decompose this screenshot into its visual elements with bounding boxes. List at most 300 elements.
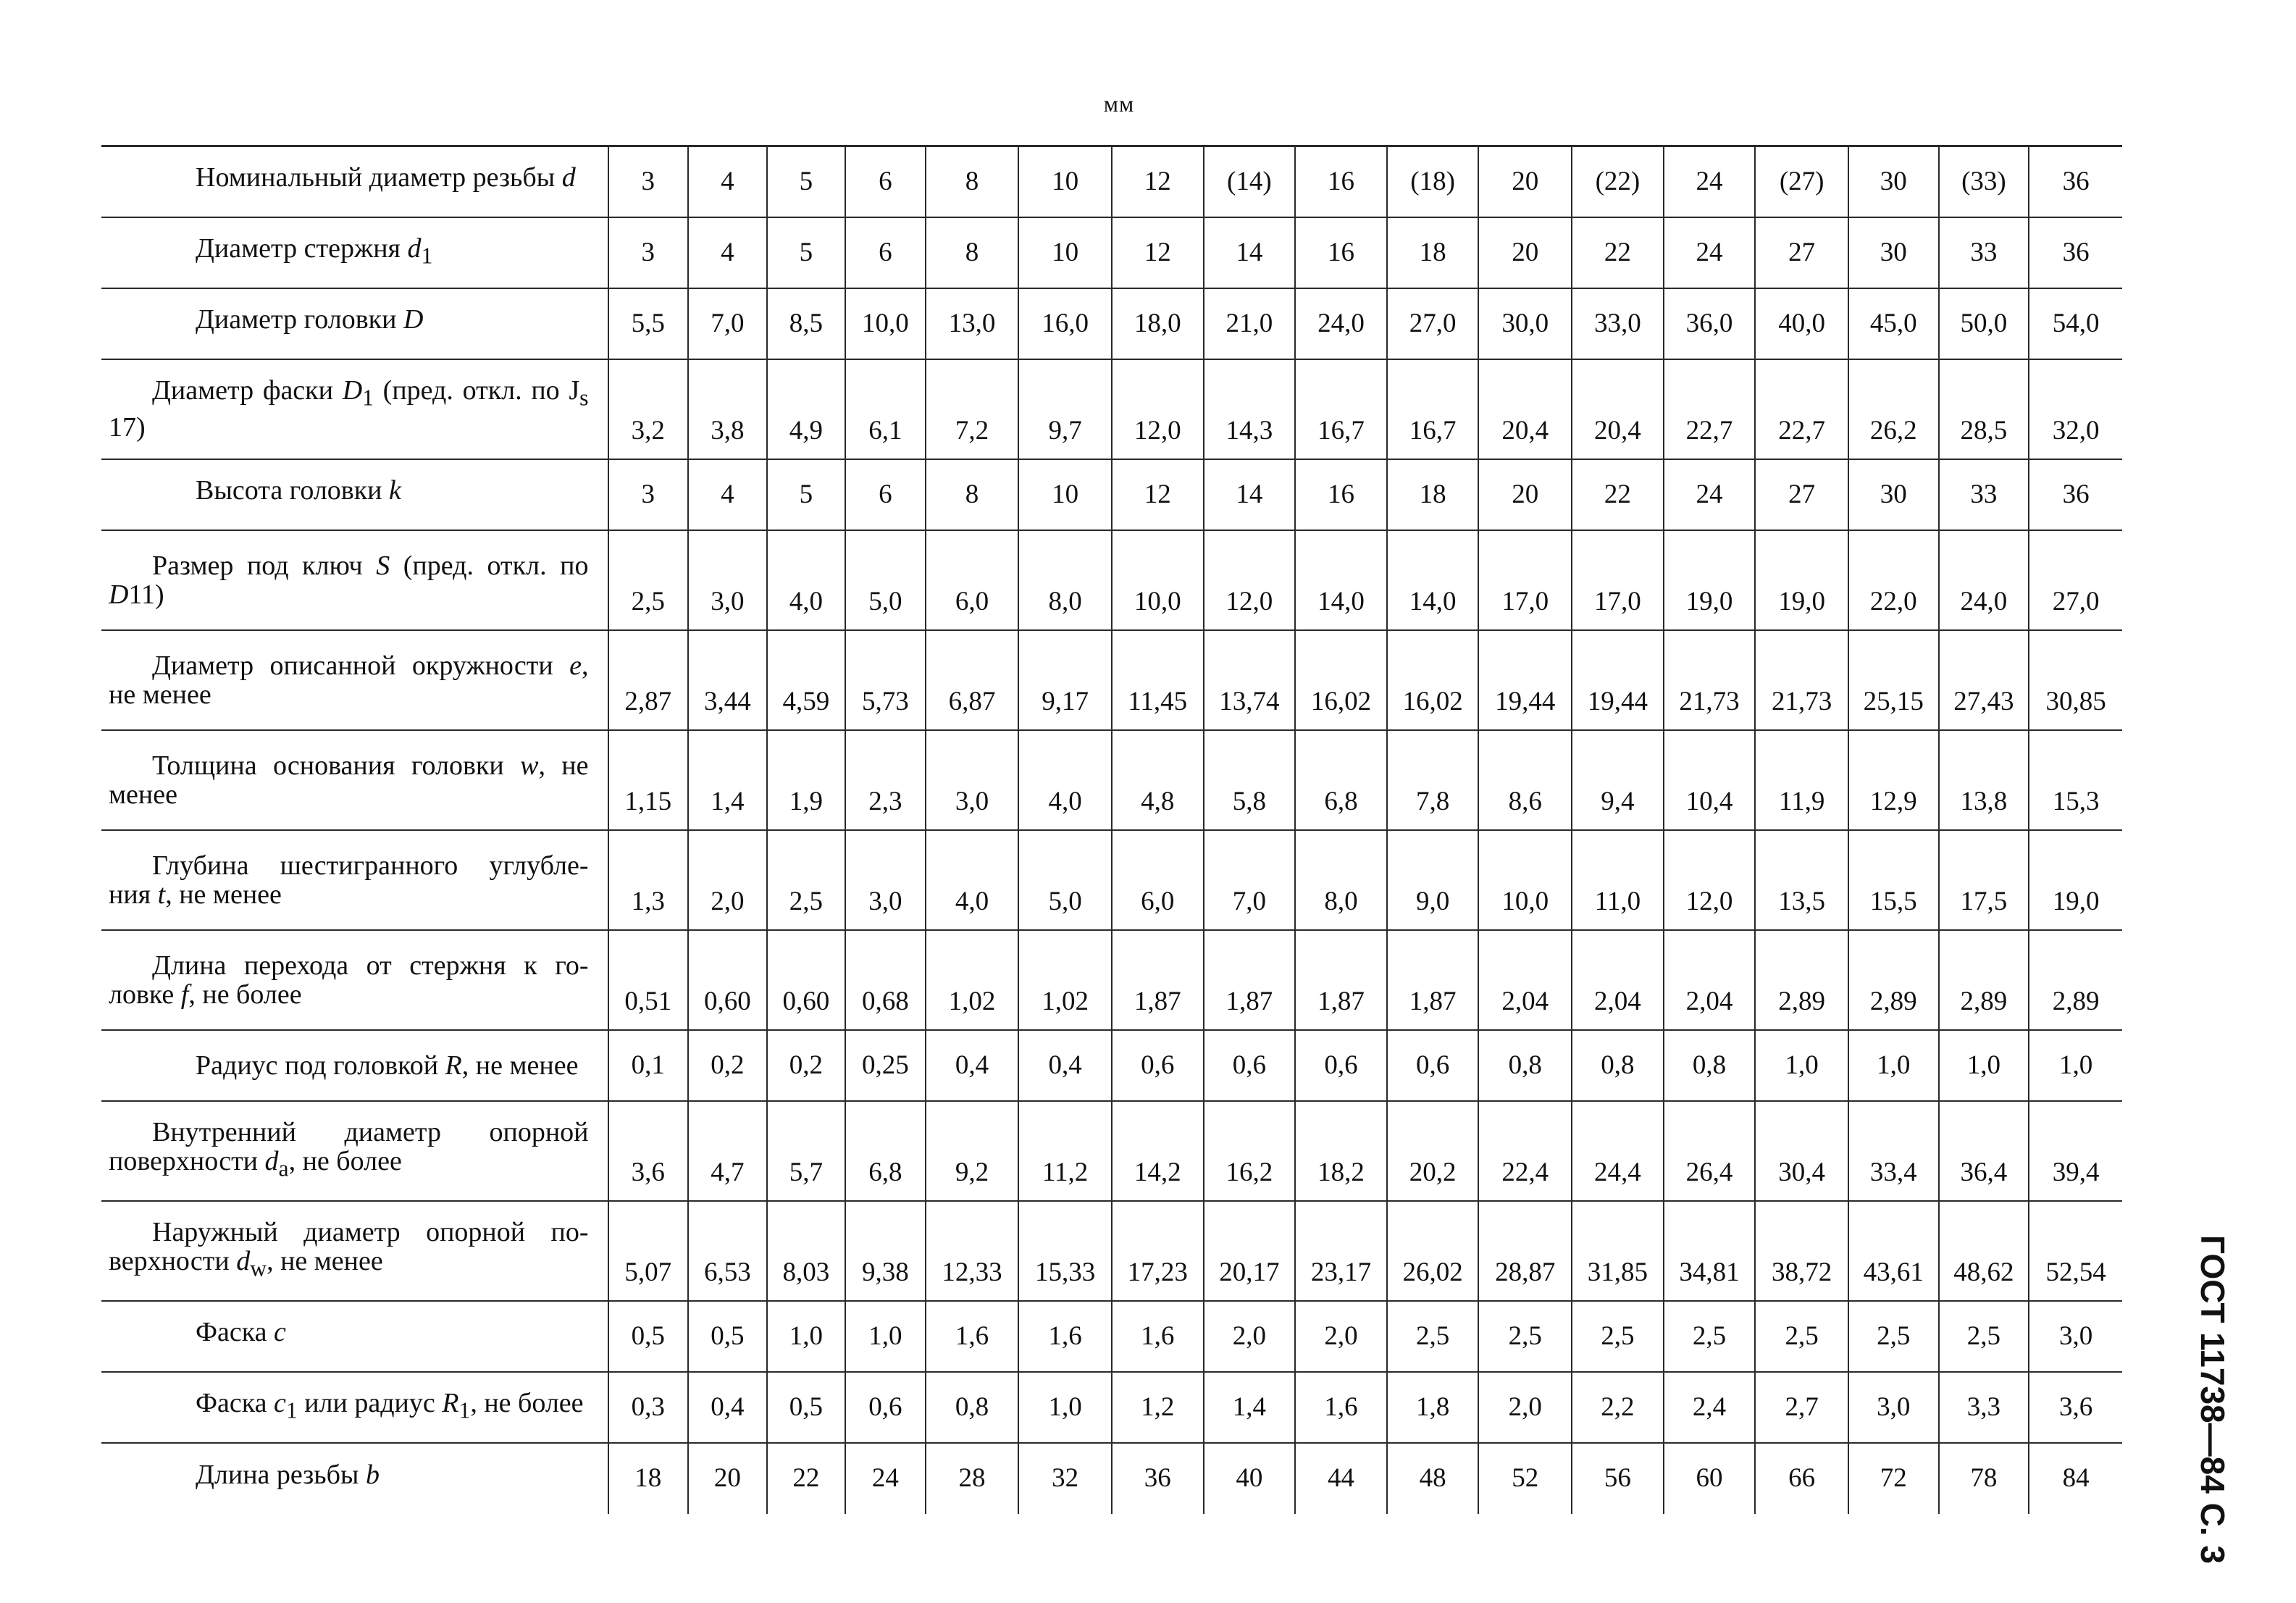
table-cell: 6 [845,459,926,530]
table-cell: 6 [845,217,926,288]
table-cell: 2,0 [688,830,767,930]
row-chamfer-c1-radius-r1 [101,1372,2122,1443]
table-cell: 6,8 [845,1101,926,1201]
table-cell: 1,0 [845,1301,926,1372]
table-cell: 10,0 [845,288,926,359]
table-cell: 26,4 [1664,1101,1756,1201]
row-chamfer-diameter [101,359,2122,459]
table-cell: 39,4 [2029,1101,2122,1201]
table-cell: 14,3 [1204,359,1296,459]
table-cell: 4,9 [767,359,846,459]
table-cell: 0,6 [1295,1030,1387,1101]
table-cell: 3,44 [688,630,767,730]
table-cell: 23,17 [1295,1201,1387,1301]
row-label: Длина перехода от стержня к го- ловке f, не более [101,930,608,1030]
table-cell: 8 [926,217,1019,288]
table-cell: 2,89 [1848,930,1939,1030]
table-cell: 7,0 [1204,830,1296,930]
table-cell: 5,07 [608,1201,689,1301]
table-cell: 6,87 [926,630,1019,730]
unit-label: мм [1103,91,1135,117]
table-cell: 1,02 [926,930,1019,1030]
table-cell: 7,8 [1387,730,1479,830]
table-cell: 17,0 [1478,530,1572,630]
table-cell: 16,0 [1018,288,1112,359]
table-cell: 0,5 [608,1301,689,1372]
table-cell: 30,85 [2029,630,2122,730]
table-cell: 32,0 [2029,359,2122,459]
table-cell: 66 [1755,1443,1848,1514]
table-cell: 43,61 [1848,1201,1939,1301]
table-cell: 0,6 [845,1372,926,1443]
table-cell: 20,4 [1478,359,1572,459]
row-label: Длина резьбы b [101,1443,608,1514]
table-cell: 17,0 [1572,530,1664,630]
table-cell: 36,0 [1664,288,1756,359]
table-cell: 3,0 [845,830,926,930]
table-cell: 72 [1848,1443,1939,1514]
table-cell: 45,0 [1848,288,1939,359]
row-chamfer-c [101,1301,2122,1372]
table-cell: 24 [845,1443,926,1514]
table-cell: 10,0 [1478,830,1572,930]
table-cell: 50,0 [1939,288,2029,359]
table-cell: 2,7 [1755,1372,1848,1443]
table-cell: 0,4 [926,1030,1019,1101]
row-label: Диаметр стержня $d_1$ [101,217,608,288]
table-cell: 9,7 [1018,359,1112,459]
table-cell: 24,0 [1939,530,2029,630]
table-cell: 36 [2029,217,2122,288]
table-cell: 10 [1018,459,1112,530]
table-cell: 28,5 [1939,359,2029,459]
row-label: Глубина шестигранного углубле- ния t, не менее [101,830,608,930]
table-cell: 8,5 [767,288,846,359]
table-cell: 22,4 [1478,1101,1572,1201]
table-cell: 20 [1478,217,1572,288]
table-cell: 1,0 [2029,1030,2122,1101]
table-cell: 4,0 [767,530,846,630]
table-cell: 13,5 [1755,830,1848,930]
table-cell: 12,0 [1112,359,1204,459]
table-cell: 22,7 [1755,359,1848,459]
table-cell: 16,7 [1387,359,1479,459]
row-head-base-thickness [101,730,2122,830]
table-cell: 4,0 [1018,730,1112,830]
table-cell: 14 [1204,217,1296,288]
table-cell: 5,7 [767,1101,846,1201]
table-cell: 6,0 [1112,830,1204,930]
table-cell: 18 [1387,459,1479,530]
row-nominal-thread-diameter [101,146,2122,217]
table-cell: 27 [1755,217,1848,288]
table-cell: 3 [608,459,689,530]
table-cell: 1,87 [1295,930,1387,1030]
table-cell: 30 [1848,146,1939,217]
table-cell: 2,2 [1572,1372,1664,1443]
table-cell: 31,85 [1572,1201,1664,1301]
table-cell: 8 [926,459,1019,530]
table-cell: 8 [926,146,1019,217]
standard-page-caption-text: ГОСТ 11738—84 С. 3 [2194,1235,2232,1564]
table-cell: 3,3 [1939,1372,2029,1443]
table-cell: 56 [1572,1443,1664,1514]
table-cell: 16 [1295,146,1387,217]
table-cell: 11,0 [1572,830,1664,930]
row-label: Толщина основания головки w, не менее [101,730,608,830]
table-cell: 14,0 [1387,530,1479,630]
table-cell: 4 [688,217,767,288]
table-cell: 78 [1939,1443,2029,1514]
table-cell: 1,2 [1112,1372,1204,1443]
table-cell: 52 [1478,1443,1572,1514]
row-hex-socket-depth [101,830,2122,930]
table-cell: 36 [1112,1443,1204,1514]
table-cell: 19,44 [1572,630,1664,730]
row-shank-diameter [101,217,2122,288]
table-cell: 12,0 [1204,530,1296,630]
table-cell: 44 [1295,1443,1387,1514]
table-cell: 3,6 [608,1101,689,1201]
table-cell: 1,87 [1387,930,1479,1030]
table-cell: 36 [2029,459,2122,530]
row-label: Радиус под головкой R, не менее [101,1030,608,1101]
table-cell: 2,5 [1478,1301,1572,1372]
table-cell: 32 [1018,1443,1112,1514]
table-cell: 1,9 [767,730,846,830]
table-cell: 1,87 [1204,930,1296,1030]
table-cell: 10,0 [1112,530,1204,630]
table-cell: 33,4 [1848,1101,1939,1201]
table-cell: 6 [845,146,926,217]
table-cell: 19,0 [1664,530,1756,630]
table-cell: 13,8 [1939,730,2029,830]
table-cell: 18,2 [1295,1101,1387,1201]
table-cell: 22,7 [1664,359,1756,459]
table-cell: 5,5 [608,288,689,359]
table-cell: 8,03 [767,1201,846,1301]
table-cell: 16,02 [1295,630,1387,730]
table-cell: 1,02 [1018,930,1112,1030]
table-cell: 3,8 [688,359,767,459]
table-cell: 24,0 [1295,288,1387,359]
table-cell: 16 [1295,217,1387,288]
table-cell: 0,1 [608,1030,689,1101]
table-cell: 0,5 [688,1301,767,1372]
table-cell: 6,1 [845,359,926,459]
table-cell: 8,6 [1478,730,1572,830]
table-cell: 2,5 [767,830,846,930]
table-cell: 2,0 [1204,1301,1296,1372]
table-cell: 1,8 [1387,1372,1479,1443]
table-cell: 2,4 [1664,1372,1756,1443]
table-cell: 8,0 [1018,530,1112,630]
table-cell: 0,2 [688,1030,767,1101]
table-cell: 36,4 [1939,1101,2029,1201]
table-cell: 52,54 [2029,1201,2122,1301]
row-label: Наружный диаметр опорной по- верхности $d_w$, не менее [101,1201,608,1301]
table-cell: 1,0 [1755,1030,1848,1101]
table-cell: 33,0 [1572,288,1664,359]
table-cell: 20 [688,1443,767,1514]
table-cell: 28,87 [1478,1201,1572,1301]
row-bearing-outer-diameter [101,1201,2122,1301]
table-cell: 5 [767,146,846,217]
table-cell: 40,0 [1755,288,1848,359]
table-cell: 19,0 [1755,530,1848,630]
table-cell: 40 [1204,1443,1296,1514]
table-cell: 36 [2029,146,2122,217]
table-cell: 48,62 [1939,1201,2029,1301]
table-cell: 9,38 [845,1201,926,1301]
table-cell: (22) [1572,146,1664,217]
table-cell: 0,4 [688,1372,767,1443]
table-cell: 27,0 [1387,288,1479,359]
table-cell: 38,72 [1755,1201,1848,1301]
table-cell: 2,04 [1664,930,1756,1030]
table-cell: (18) [1387,146,1479,217]
table-cell: 1,6 [1295,1372,1387,1443]
table-cell: 1,4 [688,730,767,830]
table-cell: 0,60 [767,930,846,1030]
table-cell: 20,4 [1572,359,1664,459]
table-cell: 0,3 [608,1372,689,1443]
table-cell: 2,89 [1755,930,1848,1030]
table-cell: 54,0 [2029,288,2122,359]
table-cell: 0,2 [767,1030,846,1101]
table-cell: 0,25 [845,1030,926,1101]
table-cell: 33 [1939,217,2029,288]
table-cell: 2,5 [1939,1301,2029,1372]
dimensions-table [101,145,2122,1514]
table-cell: 20 [1478,459,1572,530]
table-cell: 2,87 [608,630,689,730]
table-cell: 0,5 [767,1372,846,1443]
table-cell: 22,0 [1848,530,1939,630]
table-cell: 4 [688,459,767,530]
table-cell: 0,8 [926,1372,1019,1443]
row-label: Диаметр головки D [101,288,608,359]
table-cell: 27 [1755,459,1848,530]
table-cell: 34,81 [1664,1201,1756,1301]
table-cell: 21,0 [1204,288,1296,359]
table-cell: 5,8 [1204,730,1296,830]
table-cell: 27,0 [2029,530,2122,630]
table-cell: 9,4 [1572,730,1664,830]
standard-page-caption [2173,1235,2253,1564]
table-cell: 14 [1204,459,1296,530]
table-cell: 15,3 [2029,730,2122,830]
table-cell: 3,0 [926,730,1019,830]
table-cell: 15,5 [1848,830,1939,930]
table-cell: 12,0 [1664,830,1756,930]
table-cell: 1,0 [1848,1030,1939,1101]
table-cell: 15,33 [1018,1201,1112,1301]
table-cell: 5,0 [845,530,926,630]
row-label: Диаметр описанной окружности e, не менее [101,630,608,730]
table-cell: 4,7 [688,1101,767,1201]
table-cell: 1,15 [608,730,689,830]
table-cell: 1,6 [926,1301,1019,1372]
table-cell: 2,5 [1848,1301,1939,1372]
table-cell: 18 [608,1443,689,1514]
table-cell: 2,5 [1664,1301,1756,1372]
table-cell: 60 [1664,1443,1756,1514]
row-head-diameter [101,288,2122,359]
table-cell: 24,4 [1572,1101,1664,1201]
table-cell: 27,43 [1939,630,2029,730]
table-cell: 22 [1572,217,1664,288]
row-label: Фаска $c_1$ или радиус $R_1$, не более [101,1372,608,1443]
table-cell: 18 [1387,217,1479,288]
table-cell: 2,89 [2029,930,2122,1030]
table-cell: 18,0 [1112,288,1204,359]
table-cell: 11,2 [1018,1101,1112,1201]
table-cell: 8,0 [1295,830,1387,930]
table-cell: 48 [1387,1443,1479,1514]
table-cell: 0,8 [1664,1030,1756,1101]
table-cell: 2,04 [1478,930,1572,1030]
table-cell: 2,89 [1939,930,2029,1030]
table-cell: 5,0 [1018,830,1112,930]
table-cell: 1,0 [1939,1030,2029,1101]
table-cell: 0,8 [1572,1030,1664,1101]
table-cell: 0,60 [688,930,767,1030]
table-cell: 33 [1939,459,2029,530]
table-cell: 6,53 [688,1201,767,1301]
table-cell: 13,74 [1204,630,1296,730]
table-cell: 16,02 [1387,630,1479,730]
table-cell: 3,0 [688,530,767,630]
table-cell: 11,45 [1112,630,1204,730]
table-cell: 2,3 [845,730,926,830]
row-transition-length [101,930,2122,1030]
table-cell: 9,17 [1018,630,1112,730]
table-cell: 16,7 [1295,359,1387,459]
row-label: Диаметр фаски $D_1$ (пред. откл. по $J_s$ 17) [101,359,608,459]
table-cell: 0,4 [1018,1030,1112,1101]
table-cell: 2,0 [1478,1372,1572,1443]
table-cell: 6,0 [926,530,1019,630]
table-cell: 10 [1018,146,1112,217]
table-cell: 1,0 [1018,1372,1112,1443]
table-cell: 0,68 [845,930,926,1030]
table-cell: 12 [1112,459,1204,530]
table-cell: 20,2 [1387,1101,1479,1201]
row-label: Внутренний диаметр опорной поверхности $d_a$, не более [101,1101,608,1201]
table-cell: 20 [1478,146,1572,217]
row-under-head-radius [101,1030,2122,1101]
table-cell: 4,0 [926,830,1019,930]
table-cell: 84 [2029,1443,2122,1514]
row-head-height [101,459,2122,530]
table-cell: 25,15 [1848,630,1939,730]
table-cell: 3,6 [2029,1372,2122,1443]
table-cell: 12,33 [926,1201,1019,1301]
table-cell: (33) [1939,146,2029,217]
table-cell: 9,0 [1387,830,1479,930]
row-label: Фаска c [101,1301,608,1372]
table-cell: 21,73 [1664,630,1756,730]
table-cell: 14,0 [1295,530,1387,630]
table-cell: 12 [1112,217,1204,288]
row-label: Высота головки k [101,459,608,530]
table-cell: 19,0 [2029,830,2122,930]
table-cell: 1,6 [1112,1301,1204,1372]
table-cell: 16 [1295,459,1387,530]
table-cell: 2,04 [1572,930,1664,1030]
table-cell: 28 [926,1443,1019,1514]
table-cell: 4,8 [1112,730,1204,830]
table-cell: 26,2 [1848,359,1939,459]
table-cell: 12,9 [1848,730,1939,830]
table-cell: 5 [767,217,846,288]
row-label: Номинальный диаметр резьбы d [101,146,608,217]
table-cell: 30 [1848,459,1939,530]
table-cell: 16,2 [1204,1101,1296,1201]
table-cell: 6,8 [1295,730,1387,830]
table-cell: 3 [608,146,689,217]
table-cell: 12 [1112,146,1204,217]
table-cell: 1,6 [1018,1301,1112,1372]
table-cell: 2,5 [1387,1301,1479,1372]
table-cell: 20,17 [1204,1201,1296,1301]
table-cell: 3,0 [1848,1372,1939,1443]
table-cell: 2,5 [608,530,689,630]
table-cell: 1,87 [1112,930,1204,1030]
table-cell: 2,5 [1572,1301,1664,1372]
row-thread-length [101,1443,2122,1514]
table-cell: 17,5 [1939,830,2029,930]
table-cell: 2,0 [1295,1301,1387,1372]
table-cell: 19,44 [1478,630,1572,730]
table-cell: 17,23 [1112,1201,1204,1301]
row-bearing-inner-diameter [101,1101,2122,1201]
table-cell: 26,02 [1387,1201,1479,1301]
table-cell: (27) [1755,146,1848,217]
table-cell: 30 [1848,217,1939,288]
row-label: Размер под ключ S (пред. откл. по D11) [101,530,608,630]
table-cell: 24 [1664,459,1756,530]
table-cell: 22 [1572,459,1664,530]
row-circumscribed-diameter [101,630,2122,730]
table-cell: 7,0 [688,288,767,359]
table-cell: 30,0 [1478,288,1572,359]
table-cell: 0,6 [1387,1030,1479,1101]
row-wrench-size [101,530,2122,630]
table-cell: 0,6 [1112,1030,1204,1101]
table-cell: 13,0 [926,288,1019,359]
table-cell: 21,73 [1755,630,1848,730]
table-cell: 11,9 [1755,730,1848,830]
table-cell: 1,0 [767,1301,846,1372]
table-cell: 1,3 [608,830,689,930]
table-cell: (14) [1204,146,1296,217]
table-cell: 4,59 [767,630,846,730]
table-cell: 10,4 [1664,730,1756,830]
table-cell: 10 [1018,217,1112,288]
table-cell: 7,2 [926,359,1019,459]
table-cell: 3,2 [608,359,689,459]
table-cell: 30,4 [1755,1101,1848,1201]
table-cell: 2,5 [1755,1301,1848,1372]
table-cell: 4 [688,146,767,217]
table-cell: 24 [1664,146,1756,217]
table-cell: 0,51 [608,930,689,1030]
table-cell: 5 [767,459,846,530]
table-cell: 14,2 [1112,1101,1204,1201]
table-cell: 0,6 [1204,1030,1296,1101]
